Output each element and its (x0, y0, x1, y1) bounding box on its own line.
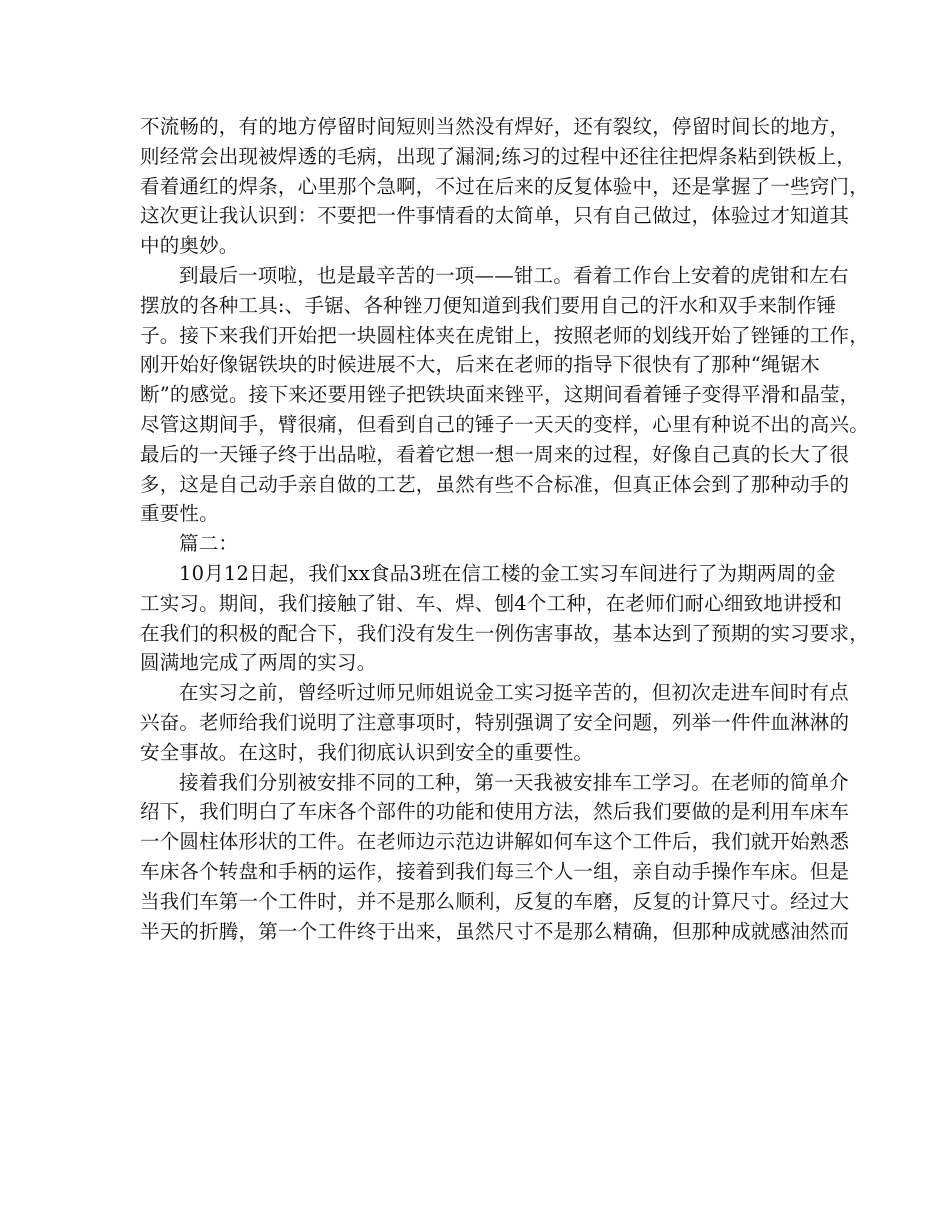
text-line: 重要性。 (140, 502, 219, 526)
paragraph-3 (140, 559, 869, 678)
text-line: 一个圆柱体形状的工件。在老师边示范边讲解如何车这个工件后，我们就开始熟悉 (140, 830, 850, 854)
text-line: 子。接下来我们开始把一块圆柱体夹在虎钳上，按照老师的划线开始了锉锤的工作， (140, 323, 869, 347)
text-line: 10月12日起，我们xx食品3班在信工楼的金工实习车间进行了为期两周的金 (179, 561, 836, 585)
section-heading-text: 篇二： (179, 532, 239, 556)
text-line: 中的奥妙。 (140, 234, 239, 258)
text-line: 工实习。期间，我们接触了钳、车、焊、刨4个工种，在老师们耐心细致地讲授和 (140, 591, 843, 615)
text-line: 在实习之前，曾经听过师兄师姐说金工实习挺辛苦的，但初次走进车间时有点 (179, 681, 849, 705)
text-line: 多，这是自己动手亲自做的工艺，虽然有些不合标准，但真正体会到了那种动手的 (140, 472, 850, 496)
text-line: 摆放的各种工具:、手锯、各种锉刀便知道到我们要用自己的汗水和双手来制作锤 (140, 293, 837, 317)
text-line: 圆满地完成了两周的实习。 (140, 651, 377, 675)
text-line: 安全事故。在这时，我们彻底认识到安全的重要性。 (140, 740, 594, 764)
text-line: 绍下，我们明白了车床各个部件的功能和使用方法，然后我们要做的是利用车床车 (140, 800, 850, 824)
text-line: 尽管这期间手，臂很痛，但看到自己的锤子一天天的变样，心里有种说不出的高兴。 (140, 412, 869, 436)
text-line: 则经常会出现被焊透的毛病，出现了漏洞;练习的过程中还往往把焊条粘到铁板上， (140, 144, 856, 168)
text-line: 看着通红的焊条，心里那个急啊，不过在后来的反复体验中，还是掌握了一些窍门， (140, 174, 869, 198)
text-line: 这次更让我认识到：不要把一件事情看的太简单，只有自己做过，体验过才知道其 (140, 204, 850, 228)
text-line: 半天的折腾，第一个工件终于出来，虽然尺寸不是那么精确，但那种成就感油然而 (140, 919, 850, 943)
text-line: 在我们的积极的配合下，我们没有发生一例伤害事故，基本达到了预期的实习要求， (140, 621, 869, 645)
text-line: 不流畅的，有的地方停留时间短则当然没有焊好，还有裂纹，停留时间长的地方， (140, 115, 850, 138)
text-line: 到最后一项啦，也是最辛苦的一项——钳工。看着工作台上安着的虎钳和左右 (179, 263, 849, 287)
text-line: 最后的一天锤子终于出品啦，看着它想一想一周来的过程，好像自己真的长大了很 (140, 442, 850, 466)
text-line: 车床各个转盘和手柄的运作，接着到我们每三个人一组，亲自动手操作车床。但是 (140, 859, 850, 883)
text-line: 当我们车第一个工件时，并不是那么顺利，反复的车磨，反复的计算尺寸。经过大 (140, 889, 850, 913)
section-heading (140, 529, 816, 559)
text-line: 断”的感觉。接下来还要用锉子把铁块面来锉平，这期间看着锤子变得平滑和晶莹， (140, 383, 860, 407)
document-body (140, 112, 869, 946)
text-line: 兴奋。老师给我们说明了注意事项时，特别强调了安全问题，列举一件件血淋淋的 (140, 710, 850, 734)
paragraph-1 (140, 112, 869, 261)
text-line: 接着我们分别被安排不同的工种，第一天我被安排车工学习。在老师的简单介 (179, 770, 849, 794)
paragraph-2 (140, 261, 869, 529)
paragraph-5 (140, 768, 850, 947)
text-line: 刚开始好像锯铁块的时候进展不大，后来在老师的指导下很快有了那种“绳锯木 (140, 353, 820, 377)
paragraph-4 (140, 678, 850, 767)
